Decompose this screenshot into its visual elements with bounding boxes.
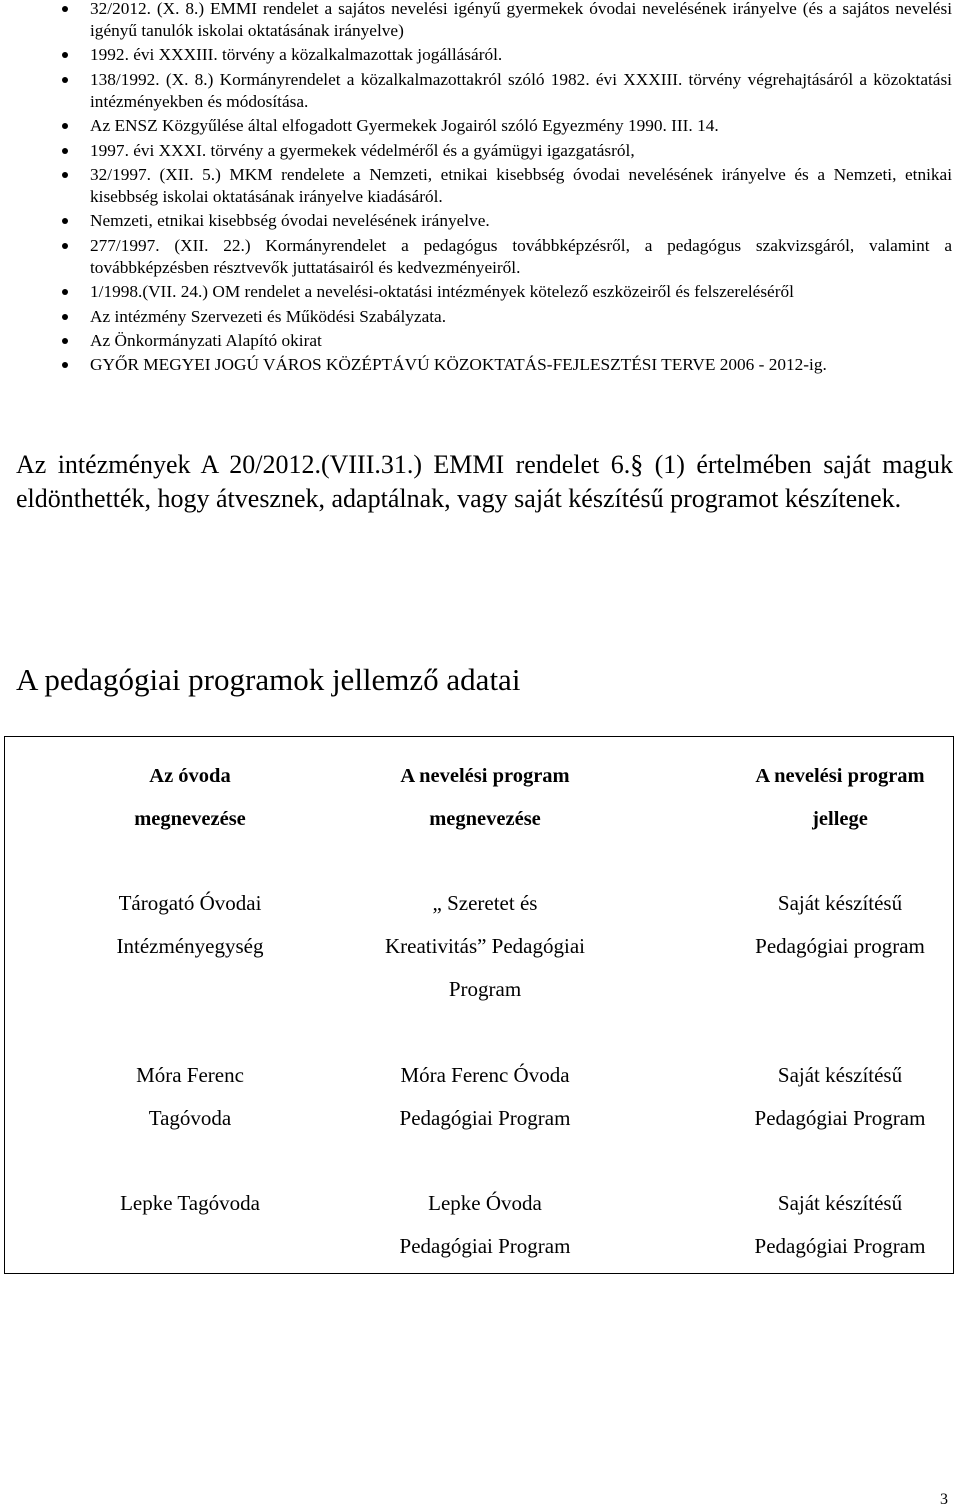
table-header [65, 755, 315, 841]
cell-line: Saját készítésű [777, 1191, 903, 1215]
bullet-icon [62, 172, 68, 178]
bullet-icon [62, 289, 68, 295]
cell-line: Móra Ferenc Óvoda [400, 1063, 570, 1087]
list-item [0, 115, 960, 137]
list-item [0, 164, 960, 208]
program-table [4, 736, 954, 1274]
bullet-icon [62, 338, 68, 344]
list-item-text: 32/2012. (X. 8.) EMMI rendelet a sajátos nevelési igényű gyermekek óvodai nevelésének irányelve (és a sajátos nevelési igényű tanulók iskolai oktatásának irányelve) [90, 0, 952, 40]
list-item-text: 1992. évi XXXIII. törvény a közalkalmazottak jogállásáról. [90, 45, 503, 65]
section-heading: A pedagógiai programok jellemző adatai [16, 662, 521, 697]
bullet-icon [62, 243, 68, 249]
bullet-icon [62, 123, 68, 129]
list-item [0, 44, 960, 66]
bullet-icon [62, 6, 68, 12]
cell-line: Pedagógiai program [755, 934, 925, 958]
cell-line: Lepke Óvoda [428, 1191, 542, 1215]
header-line: jellege [812, 808, 868, 830]
bullet-icon [62, 77, 68, 83]
list-item-text: Az ENSZ Közgyűlése által elfogadott Gyermekek Jogairól szóló Egyezmény 1990. III. 14. [90, 116, 719, 136]
cell-line: Kreativitás” Pedagógiai [384, 934, 585, 958]
bullet-icon [62, 314, 68, 320]
list-item-text: 32/1997. (XII. 5.) MKM rendelete a Nemzeti, etnikai kisebbség óvodai nevelésének irányelve és a Nemzeti, etnikai kisebbség iskolai oktatásának irányelve kiadásáról. [90, 164, 952, 206]
table-header [720, 755, 960, 841]
table-cell [350, 1182, 620, 1268]
bullet-icon [62, 362, 68, 368]
cell-line: Tagóvoda [148, 1106, 232, 1130]
table-cell [65, 1182, 315, 1225]
header-line: A nevelési program [755, 765, 925, 787]
cell-line: Saját készítésű [777, 1063, 903, 1087]
cell-line: Pedagógiai Program [754, 1234, 926, 1258]
cell-line: Pedagógiai Program [399, 1106, 571, 1130]
list-item [0, 330, 960, 352]
list-item-text: 277/1997. (XII. 22.) Kormányrendelet a pedagógus továbbképzésről, a pedagógus szakvizsgáról, valamint a továbbképzésben résztvevők juttatásairól és kedvezményeiről. [90, 235, 952, 277]
cell-line: Lepke Tagóvoda [120, 1191, 260, 1215]
list-item [0, 69, 960, 113]
list-item [0, 354, 960, 376]
list-item-text: GYŐR MEGYEI JOGÚ VÁROS KÖZÉPTÁVÚ KÖZOKTATÁS-FEJLESZTÉSI TERVE 2006 - 2012-ig. [90, 355, 827, 375]
table-cell [350, 882, 620, 1011]
list-item [0, 210, 960, 232]
bullet-icon [62, 52, 68, 58]
page-number: 3 [940, 1491, 948, 1508]
table-header [350, 755, 620, 841]
cell-line: Móra Ferenc [136, 1063, 244, 1087]
cell-line: „ Szeretet és [432, 891, 538, 915]
list-item [0, 0, 960, 42]
list-item-text: Nemzeti, etnikai kisebbség óvodai nevelésének irányelve. [90, 211, 490, 231]
table-cell [65, 1054, 315, 1140]
table-cell [720, 1182, 960, 1268]
list-item-text: Az Önkormányzati Alapító okirat [90, 330, 322, 350]
table-cell [720, 1054, 960, 1140]
list-item [0, 235, 960, 279]
list-item [0, 306, 960, 328]
header-line: A nevelési program [400, 765, 570, 787]
header-line: megnevezése [429, 808, 541, 830]
list-item [0, 281, 960, 303]
intro-paragraph: Az intézmények A 20/2012.(VIII.31.) EMMI rendelet 6.§ (1) értelmében saját maguk eldönthették, hogy átvesznek, adaptálnak, vagy saját készítésű programot készítenek. [16, 450, 953, 513]
bullet-icon [62, 148, 68, 154]
list-item-text: Az intézmény Szervezeti és Működési Szabályzata. [90, 306, 447, 326]
list-item-text: 138/1992. (X. 8.) Kormányrendelet a közalkalmazottakról szóló 1982. évi XXXIII. törvény végrehajtásáról a közoktatási intézményekben és módosítása. [90, 69, 952, 111]
list-item-text: 1/1998.(VII. 24.) OM rendelet a nevelési-oktatási intézmények kötelező eszközeiről és felszereléséről [90, 282, 794, 302]
cell-line: Program [448, 977, 522, 1001]
list-item-text: 1997. évi XXXI. törvény a gyermekek védelméről és a gyámügyi igazgatásról, [90, 140, 635, 160]
table-cell [65, 882, 315, 968]
header-line: Az óvoda [149, 765, 231, 787]
reference-list [0, 0, 960, 379]
cell-line: Pedagógiai Program [399, 1234, 571, 1258]
cell-line: Saját készítésű [777, 891, 903, 915]
list-item [0, 140, 960, 162]
cell-line: Intézményegység [116, 934, 264, 958]
cell-line: Pedagógiai Program [754, 1106, 926, 1130]
table-cell [720, 882, 960, 968]
header-line: megnevezése [134, 808, 246, 830]
bullet-icon [62, 218, 68, 224]
cell-line: Tárogató Óvodai [118, 891, 262, 915]
table-cell [350, 1054, 620, 1140]
